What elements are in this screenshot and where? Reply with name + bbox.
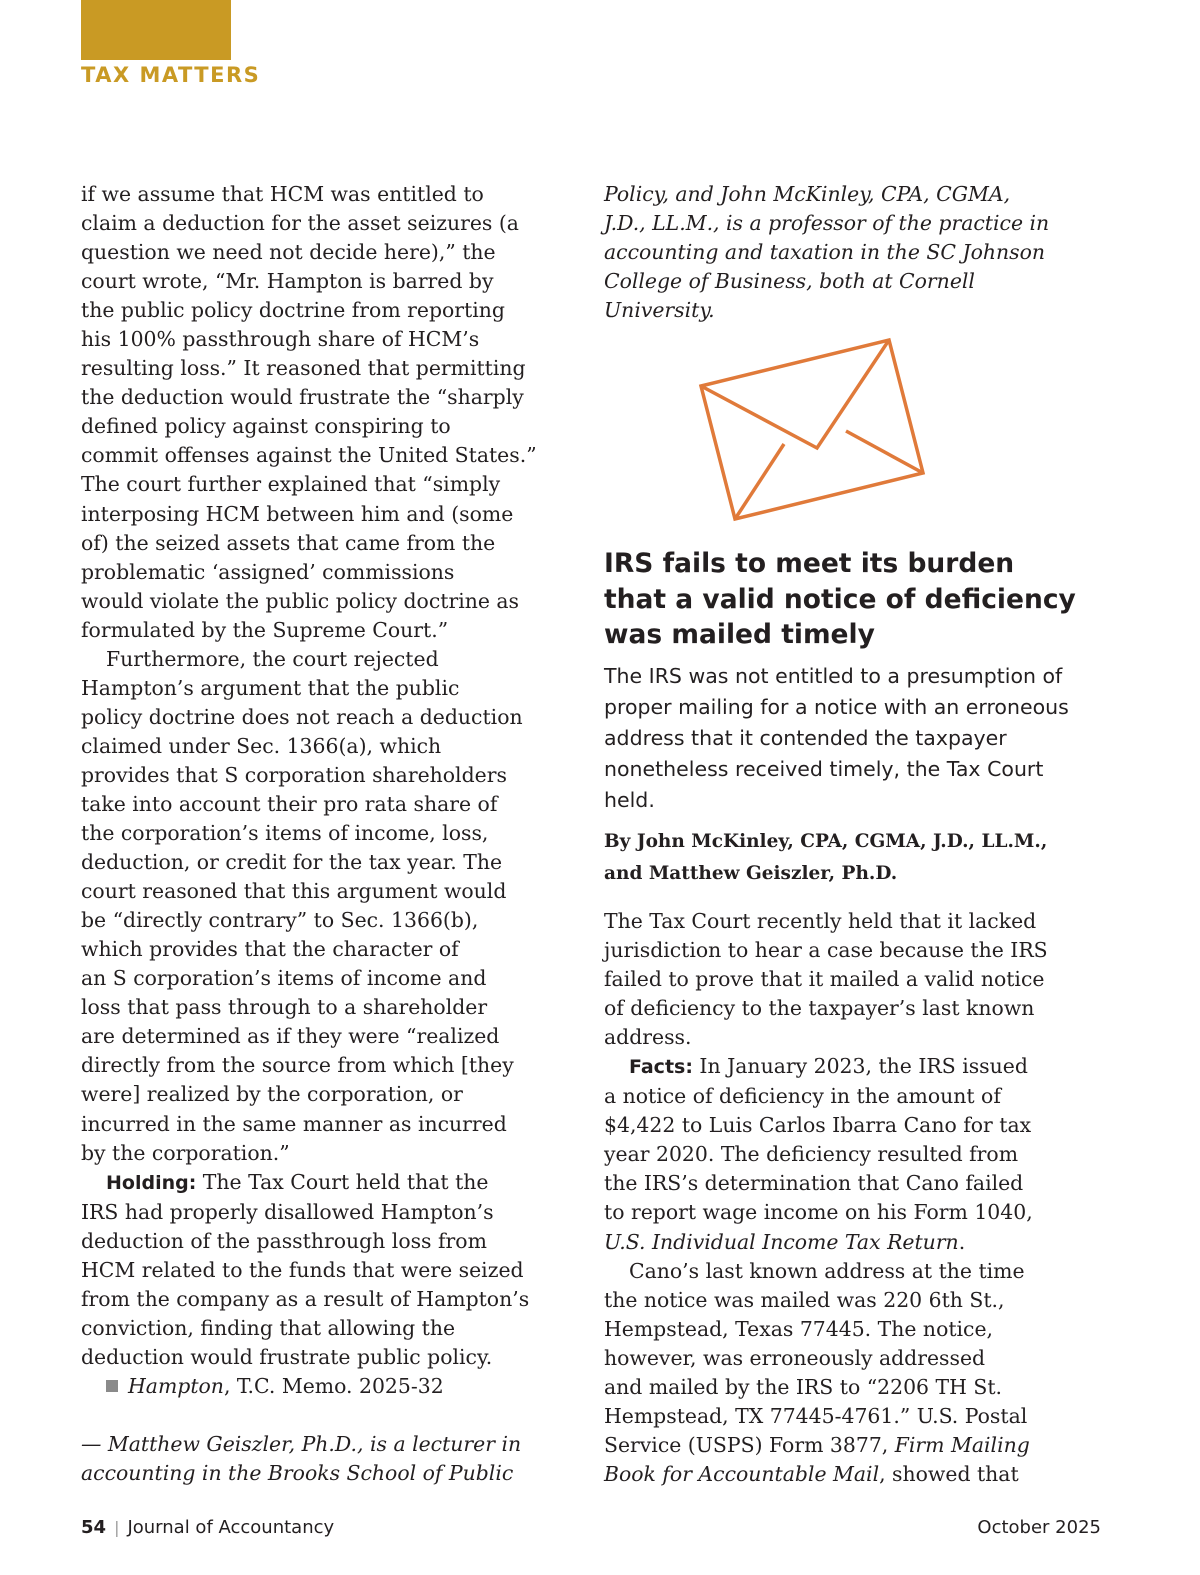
text-line: address.: [604, 1025, 692, 1050]
article-byline: [604, 826, 1094, 889]
text-line: provides that S corporation shareholders: [81, 762, 507, 787]
text-line: from the company as a result of Hampton’s: [81, 1286, 530, 1311]
usps-text: , showed that: [879, 1461, 1019, 1486]
text-line: the public policy doctrine from reporting: [81, 298, 505, 323]
envelope-outline: [701, 340, 923, 519]
text-line: commit offenses against the United States.”: [81, 443, 537, 468]
text-line: of deficiency to the taxpayer’s last known: [604, 996, 1035, 1021]
footer-separator: |: [114, 1518, 120, 1537]
spacer: [81, 1401, 571, 1430]
text-line: accounting and taxation in the SC Johnson: [604, 240, 1046, 265]
paragraph-address: [604, 1257, 1094, 1489]
text-line: of) the seized assets that came from the: [81, 530, 496, 555]
usps-form-title: Book for Accountable Mail: [604, 1461, 880, 1486]
text-line: College of Business, both at Cornell: [604, 269, 975, 294]
text-line: would violate the public policy doctrine as: [81, 588, 520, 613]
case-citation: [81, 1372, 571, 1401]
text-line: failed to prove that it mailed a valid notice: [604, 967, 1045, 992]
text-line: [604, 1431, 1094, 1460]
paragraph-public-policy: [81, 180, 571, 645]
text-line: — Matthew Geiszler, Ph.D., is a lecturer in: [81, 1431, 522, 1456]
text-line: directly from the source from which [they: [81, 1053, 514, 1078]
form-period: .: [958, 1229, 966, 1254]
section-label: TAX MATTERS: [81, 63, 261, 87]
section-color-tab: [81, 0, 231, 60]
text-line: court reasoned that this argument would: [81, 879, 507, 904]
article-body: [604, 907, 1094, 1489]
text-line: conviction, finding that allowing the: [81, 1315, 456, 1340]
text-line: by the corporation.”: [81, 1140, 290, 1165]
text-line: the IRS’s determination that Cano failed: [604, 1171, 1024, 1196]
text-line: the deduction would frustrate the “sharply: [81, 385, 524, 410]
text-line: problematic ‘assigned’ commissions: [81, 559, 455, 584]
text-line: $4,422 to Luis Carlos Ibarra Cano for tax: [604, 1113, 1032, 1138]
text-line: IRS had properly disallowed Hampton’s: [81, 1199, 494, 1224]
usps-text: Service (USPS) Form 3877,: [604, 1432, 895, 1457]
text-line: The Tax Court recently held that it lacked: [604, 909, 1037, 933]
text-line: [604, 1052, 1094, 1082]
article-deck: The IRS was not entitled to a presumption of proper mailing for a notice with an erroneous address that it contended the taxpayer nonetheless received timely, the Tax Court held.: [604, 664, 1069, 812]
text-line: which provides that the character of: [81, 937, 459, 962]
text-line: Hampton’s argument that the public: [81, 675, 460, 700]
journal-name: Journal of Accountancy: [127, 1517, 335, 1538]
text-line: deduction of the passthrough loss from: [81, 1228, 487, 1253]
text-line: an S corporation’s items of income and: [81, 966, 487, 991]
text-line: Cano’s last known address at the time: [629, 1258, 1025, 1283]
text-line: a notice of deficiency in the amount of: [604, 1084, 1001, 1109]
text-line: Policy, and John McKinley, CPA, CGMA,: [604, 182, 1011, 206]
text-line: [81, 1168, 571, 1198]
page-number: 54: [81, 1517, 107, 1538]
text-line: year 2020. The deficiency resulted from: [604, 1142, 1019, 1167]
text-line: to report wage income on his Form 1040,: [604, 1200, 1033, 1225]
author-bio: [81, 1430, 571, 1488]
paragraph-holding: [81, 1168, 571, 1401]
facts-text: In January 2023, the IRS issued: [692, 1054, 1028, 1079]
text-line: are determined as if they were “realized: [81, 1024, 500, 1049]
text-line: [604, 1460, 1094, 1489]
text-line: were] realized by the corporation, or: [81, 1082, 463, 1107]
text-line: [604, 1228, 1094, 1257]
text-line: however, was erroneously addressed: [604, 1345, 986, 1370]
text-line: court wrote, “Mr. Hampton is barred by: [81, 269, 494, 294]
case-reference: , T.C. Memo. 2025-32: [223, 1373, 444, 1398]
envelope-fold-right: [846, 431, 923, 473]
article-headline: IRS fails to meet its burden that a valid notice of deficiency was mailed timely: [604, 548, 1076, 650]
text-line: Hempstead, Texas 77445. The notice,: [604, 1316, 994, 1341]
text-line: Furthermore, the court rejected: [106, 646, 439, 671]
paragraph-sec-1366: [81, 645, 571, 1168]
usps-form-title: Firm Mailing: [894, 1432, 1030, 1457]
text-line: accounting in the Brooks School of Public: [81, 1461, 514, 1486]
envelope-flap: [701, 340, 889, 448]
text-line: loss that pass through to a shareholder: [81, 995, 488, 1020]
text-line: incurred in the same manner as incurred: [81, 1111, 507, 1136]
text-line: University.: [604, 298, 715, 323]
text-line: the notice was mailed was 220 6th St.,: [604, 1287, 1005, 1312]
text-line: claim a deduction for the asset seizures (a: [81, 211, 519, 236]
text-line: formulated by the Supreme Court.”: [81, 617, 449, 642]
text-line: claimed under Sec. 1366(a), which: [81, 733, 442, 758]
text-line: interposing HCM between him and (some: [81, 501, 514, 526]
text-line: and mailed by the IRS to “2206 TH St.: [604, 1374, 1003, 1399]
text-line: question we need not decide here),” the: [81, 240, 496, 265]
paragraph-intro: [604, 907, 1094, 1052]
text-line: deduction, or credit for the tax year. The: [81, 850, 503, 875]
text-line: be “directly contrary” to Sec. 1366(b),: [81, 908, 479, 933]
byline-line: and Matthew Geiszler, Ph.D.: [604, 862, 898, 884]
text-line: resulting loss.” It reasoned that permitting: [81, 356, 526, 381]
text-line: take into account their pro rata share of: [81, 791, 498, 816]
case-name: Hampton: [128, 1373, 224, 1398]
text-line: his 100% passthrough share of HCM’s: [81, 327, 480, 352]
issue-date: October 2025: [977, 1517, 1101, 1538]
page-footer: [81, 1517, 334, 1538]
text-line: HCM related to the funds that were seized: [81, 1257, 524, 1282]
text-line: deduction would frustrate public policy.: [81, 1344, 493, 1369]
holding-text: The Tax Court held that the: [196, 1169, 489, 1194]
envelope-icon: [690, 330, 940, 530]
paragraph-facts: [604, 1052, 1094, 1256]
text-line: policy doctrine does not reach a deduction: [81, 704, 523, 729]
text-line: if we assume that HCM was entitled to: [81, 182, 484, 206]
form-title: U.S. Individual Income Tax Return: [604, 1229, 959, 1254]
text-line: the corporation’s items of income, loss,: [81, 821, 489, 846]
facts-label: Facts:: [629, 1056, 693, 1079]
left-column: [81, 180, 571, 1488]
text-line: jurisdiction to hear a case because the IRS: [604, 938, 1048, 963]
text-line: defined policy against conspiring to: [81, 414, 451, 439]
holding-label: Holding:: [106, 1171, 197, 1194]
end-mark-icon: [106, 1380, 118, 1392]
byline-line: By John McKinley, CPA, CGMA, J.D., LL.M.,: [604, 831, 1048, 852]
text-line: Hempstead, TX 77445-4761.” U.S. Postal: [604, 1403, 1028, 1428]
text-line: J.D., LL.M., is a professor of the practice in: [604, 211, 1050, 236]
author-bio-continued: [604, 180, 1094, 325]
text-line: The court further explained that “simply: [81, 472, 501, 497]
